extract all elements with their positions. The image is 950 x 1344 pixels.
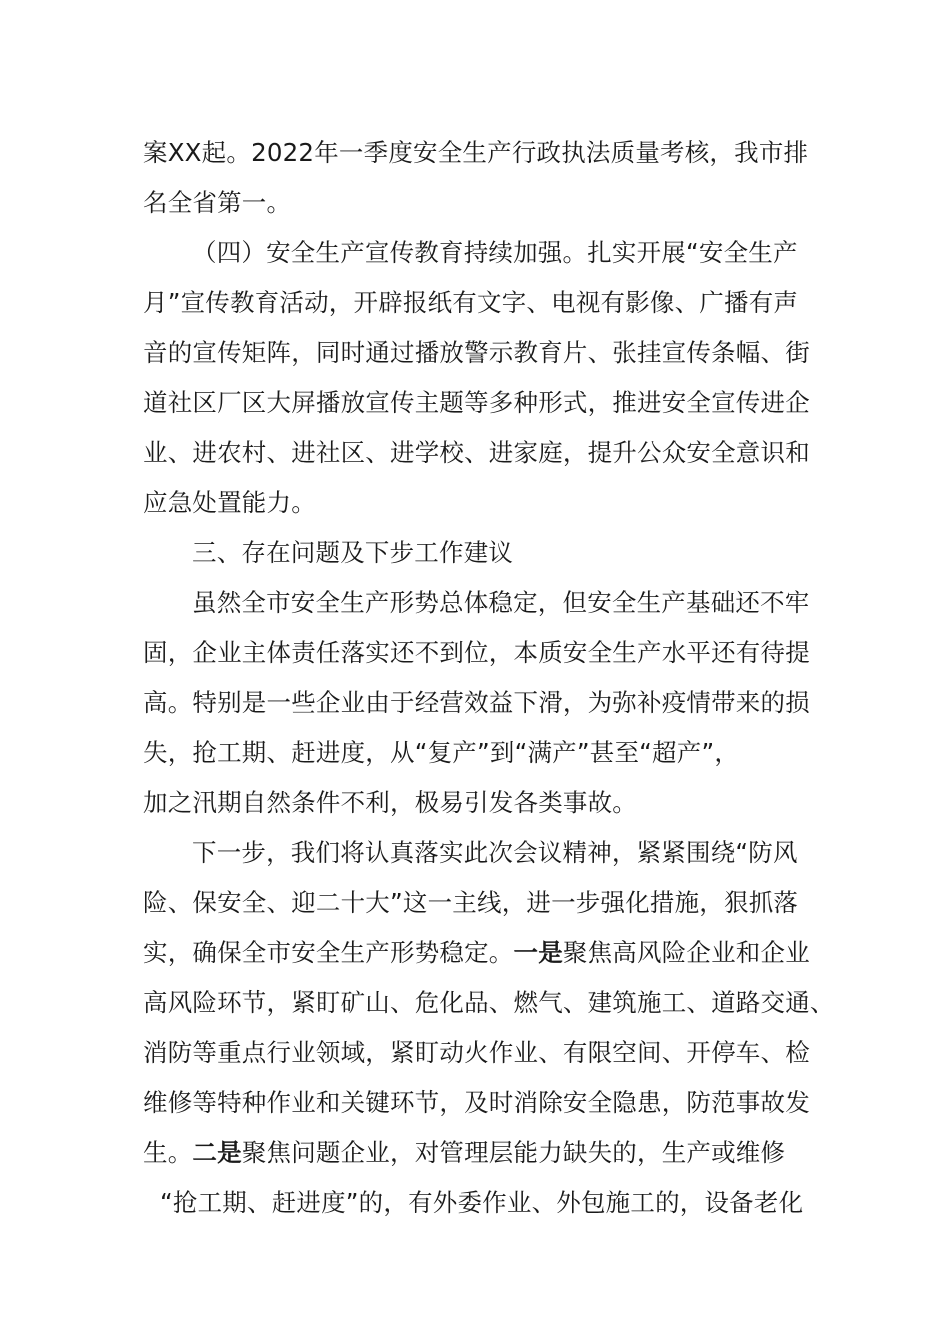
text-line	[143, 1137, 785, 1169]
text-line: 消防等重点行业领域，紧盯动火作业、有限空间、开停车、检	[143, 1038, 810, 1067]
text-line: 维修等特种作业和关键环节，及时消除安全隐患，防范事故发	[143, 1088, 810, 1117]
text-line: 下一步，我们将认真落实此次会议精神，紧紧围绕“防风	[192, 838, 798, 867]
text-line: 加之汛期自然条件不利，极易引发各类事故。	[143, 788, 637, 817]
text-line: 名全省第一。	[143, 188, 292, 217]
text-line: 高风险环节，紧盯矿山、危化品、燃气、建筑施工、道路交通、	[143, 988, 835, 1017]
text-line: 固，企业主体责任落实还不到位，本质安全生产水平还有待提	[143, 638, 810, 667]
text-run: 聚焦问题企业，对管理层能力缺失的，生产或维修	[241, 1138, 786, 1167]
text-line	[143, 937, 810, 969]
text-line: 道社区厂区大屏播放宣传主题等多种形式，推进安全宣传进企	[143, 388, 810, 417]
text-line: 高。特别是一些企业由于经营效益下滑，为弥补疫情带来的损	[143, 688, 810, 717]
text-line: 虽然全市安全生产形势总体稳定，但安全生产基础还不牢	[192, 588, 810, 617]
bold-marker-second: 二是	[192, 1138, 242, 1167]
bold-marker-first: 一是	[513, 938, 563, 967]
text-line: 业、进农村、进社区、进学校、进家庭，提升公众安全意识和	[143, 438, 810, 467]
text-line: 音的宣传矩阵，同时通过播放警示教育片、张挂宣传条幅、街	[143, 338, 810, 367]
section-heading-3: 三、存在问题及下步工作建议	[192, 538, 514, 567]
text-run: 生。	[143, 1138, 193, 1167]
text-line: 失，抢工期、赶进度，从“复产”到“满产”甚至“超产”，	[143, 738, 740, 767]
text-line: 应急处置能力。	[143, 488, 316, 517]
text-line: “抢工期、赶进度”的，有外委作业、外包施工的，设备老化	[160, 1188, 804, 1217]
section-heading-4: （四）安全生产宣传教育持续加强。扎实开展“安全生产	[192, 238, 798, 267]
text-line: 险、保安全、迎二十大”这一主线，进一步强化措施，狠抓落	[143, 888, 799, 917]
text-line: 月”宣传教育活动，开辟报纸有文字、电视有影像、广播有声	[143, 288, 799, 317]
text-line: 案XX起。2022年一季度安全生产行政执法质量考核，我市排	[143, 138, 809, 167]
text-run: 聚焦高风险企业和企业	[562, 938, 810, 967]
text-run: 实，确保全市安全生产形势稳定。	[143, 938, 514, 967]
